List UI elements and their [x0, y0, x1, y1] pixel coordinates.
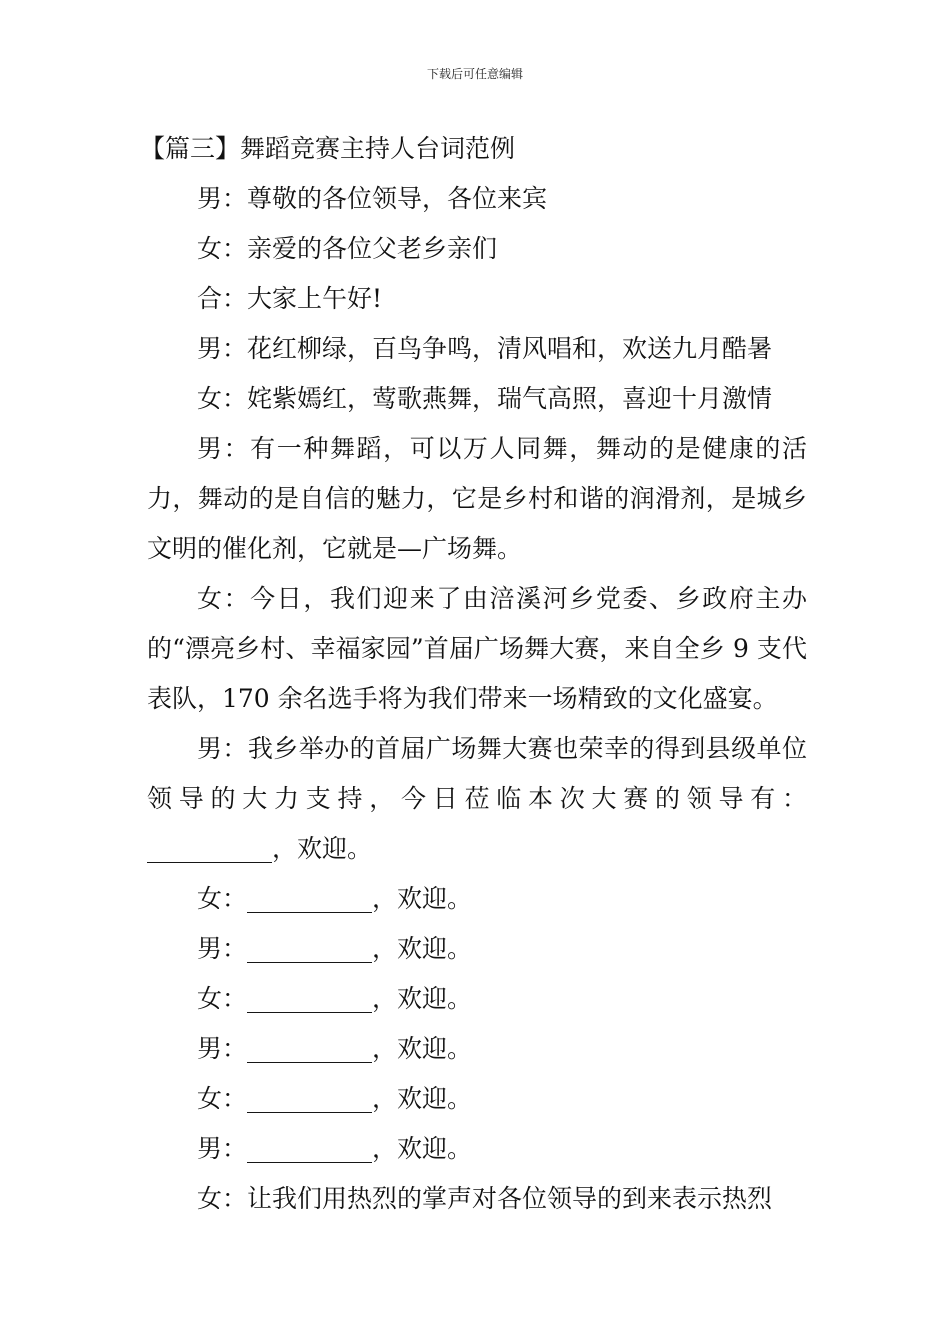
paragraph-6: 男：有一种舞蹈，可以万人同舞，舞动的是健康的活力，舞动的是自信的魅力，它是乡村和谐的润滑剂，是城乡文明的催化剂，它就是—广场舞。	[147, 434, 807, 563]
paragraph-8: 男：我乡举办的首届广场舞大赛也荣幸的得到县级单位领导的大力支持，今日莅临本次大赛的领导有：__________，欢迎。	[147, 734, 807, 863]
paragraph-14: 男：__________，欢迎。	[197, 1134, 473, 1163]
page-header: 下载后可任意编辑	[426, 67, 523, 81]
paragraph-13: 女：__________，欢迎。	[197, 1084, 473, 1113]
paragraph-1: 男：尊敬的各位领导，各位来宾	[197, 184, 548, 213]
paragraph-11: 女：__________，欢迎。	[197, 984, 473, 1013]
paragraph-12: 男：__________，欢迎。	[197, 1034, 473, 1063]
paragraph-15: 女：让我们用热烈的掌声对各位领导的到来表示热烈	[197, 1184, 773, 1213]
paragraph-5: 女：姹紫嫣红，莺歌燕舞，瑞气高照，喜迎十月激情	[197, 384, 773, 413]
paragraph-3: 合：大家上午好!	[197, 284, 383, 313]
document-body	[140, 124, 807, 1224]
paragraph-10: 男：__________，欢迎。	[197, 934, 473, 963]
paragraph-4: 男：花红柳绿，百鸟争鸣，清风唱和，欢送九月酷暑	[197, 334, 773, 363]
paragraph-9: 女：__________，欢迎。	[197, 884, 473, 913]
paragraph-2: 女：亲爱的各位父老乡亲们	[197, 234, 498, 263]
document-title: 【篇三】舞蹈竞赛主持人台词范例	[140, 134, 516, 163]
paragraph-7: 女：今日，我们迎来了由涪溪河乡党委、乡政府主办的“漂亮乡村、幸福家园”首届广场舞大赛，来自全乡 9 支代表队，170 余名选手将为我们带来一场精致的文化盛宴。	[147, 584, 807, 713]
